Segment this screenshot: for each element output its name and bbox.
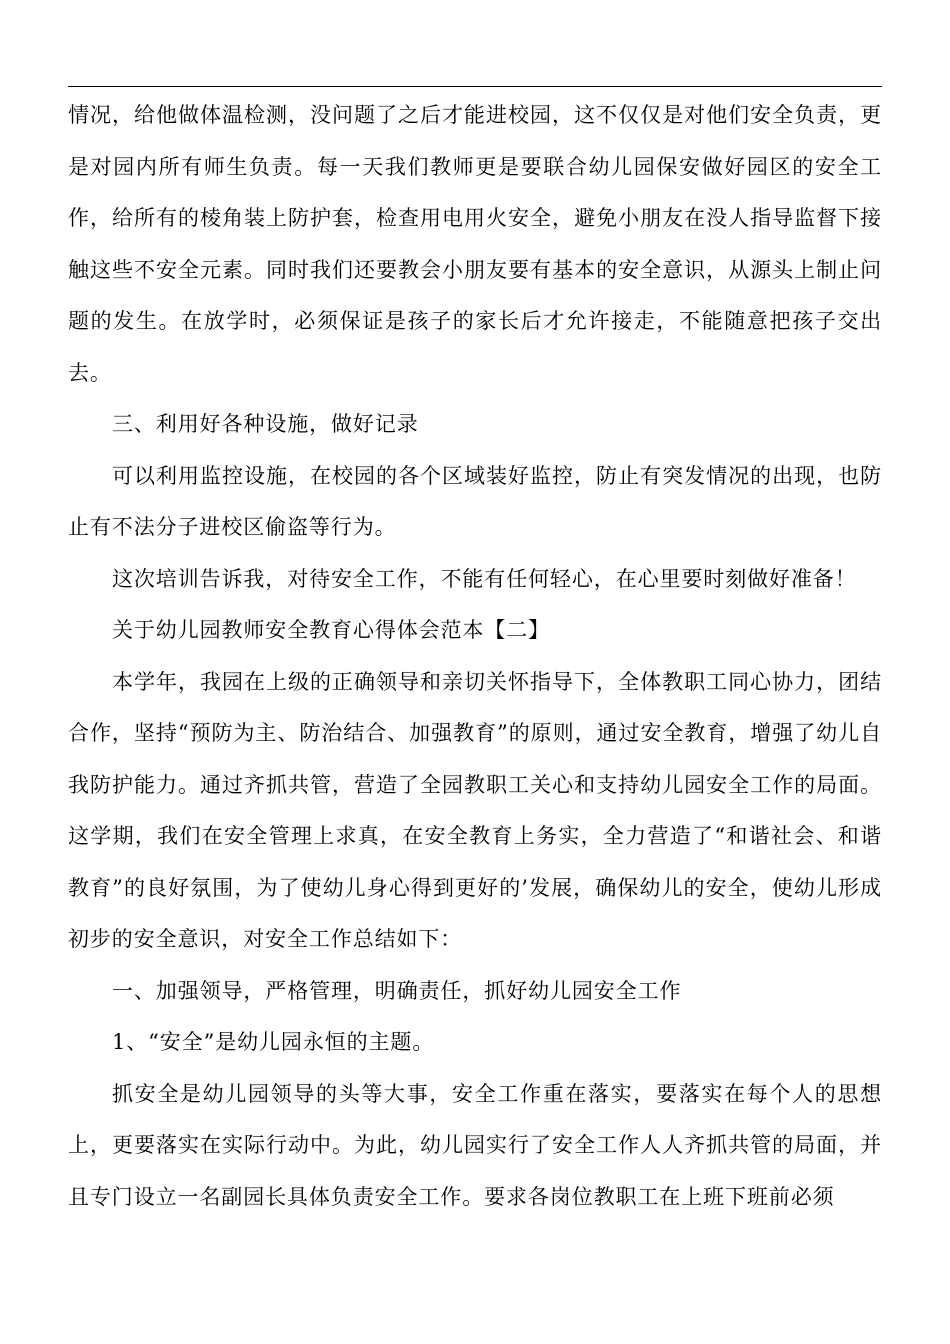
subsection-heading-safety-theme: 1、“安全”是幼儿园永恒的主题。 [112,1030,435,1054]
article-title-two: 关于幼儿园教师安全教育心得体会范本【二】 [112,618,550,642]
paragraph-monitoring: 可以利用监控设施，在校园的各个区域装好监控，防止有突发情况的出现，也防止有不法分子进校区偷盗等行为。 [68,463,882,539]
paragraph-safety-priority: 抓安全是幼儿园领导的头等大事，安全工作重在落实，要落实在每个人的思想上，更要落实在实际行动中。为此，幼儿园实行了安全工作人人齐抓共管的局面，并且专门设立一名副园长具体负责安全工作。要求各岗位教职工在上班下班前必须 [68,1081,882,1209]
paragraph-continuation: 情况，给他做体温检测，没问题了之后才能进校园，这不仅仅是对他们安全负责，更是对园内所有师生负责。每一天我们教师更是要联合幼儿园保安做好园区的安全工作，给所有的棱角装上防护套，检查用电用火安全，避免小朋友在没人指导监督下接触这些不安全元素。同时我们还要教会小朋友要有基本的安全意识，从源头上制止问题的发生。在放学时，必须保证是孩子的家长后才允许接走，不能随意把孩子交出去。 [68,103,882,385]
section-heading-facilities: 三、利用好各种设施，做好记录 [112,412,419,436]
document-body [68,90,882,1223]
section-heading-leadership: 一、加强领导，严格管理，明确责任，抓好幼儿园安全工作 [112,978,682,1003]
paragraph-training-conclusion: 这次培训告诉我，对待安全工作，不能有任何轻心，在心里要时刻做好准备！ [112,566,857,591]
header-rule [68,86,882,87]
paragraph-school-year: 本学年，我园在上级的正确领导和亲切关怀指导下，全体教职工同心协力，团结合作，坚持“预防为主、防治结合、加强教育”的原则，通过安全教育，增强了幼儿自我防护能力。通过齐抓共管，营造了全园教职工关心和支持幼儿园安全工作的局面。这学期，我们在安全管理上求真，在安全教育上务实，全力营造了“和谐社会、和谐教育”的良好氛围，为了使幼儿身心得到更好的’发展，确保幼儿的安全，使幼儿形成初步的安全意识，对安全工作总结如下： [68,669,882,951]
